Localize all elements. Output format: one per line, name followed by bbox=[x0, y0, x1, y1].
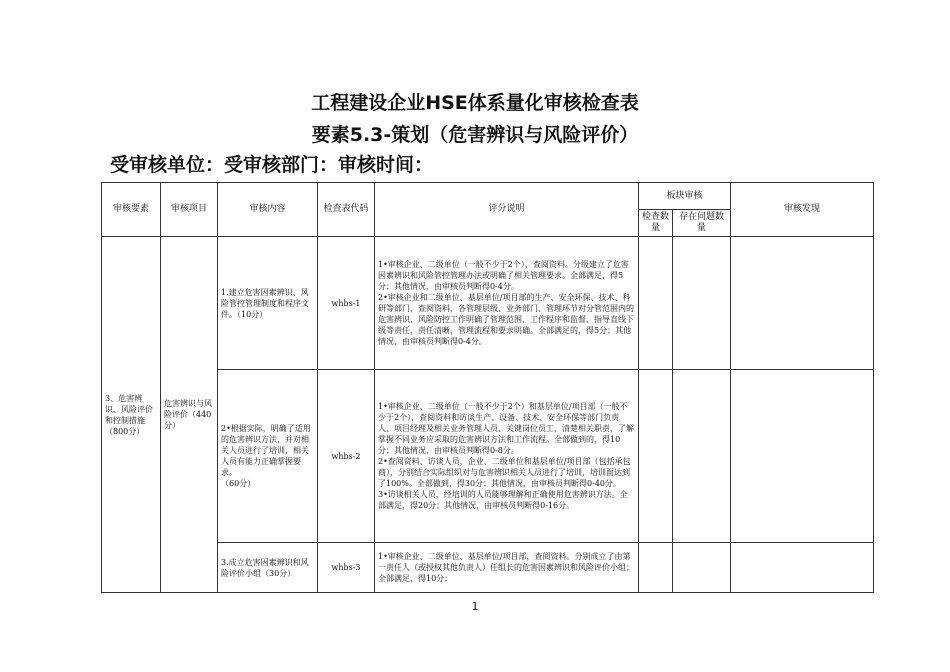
findings-cell[interactable] bbox=[731, 237, 874, 370]
header-element: 审核要素 bbox=[102, 183, 161, 237]
content-cell: 1.建立危害因素辨识、风险管控管理制度和程序文件。（10分） bbox=[218, 237, 318, 370]
table-row bbox=[102, 543, 874, 593]
code-cell: whbs-1 bbox=[318, 237, 375, 370]
table-header-row bbox=[102, 183, 874, 210]
header-content: 审核内容 bbox=[218, 183, 318, 237]
audit-checklist-table bbox=[101, 182, 874, 593]
issue-count-cell[interactable] bbox=[673, 370, 731, 543]
content-cell: 3.成立危害因素辨识和风险评价小组（30分） bbox=[218, 543, 318, 593]
page-number: 1 bbox=[471, 600, 479, 613]
check-count-cell[interactable] bbox=[639, 237, 673, 370]
item-cell: 危害辨识与风险评价（440分） bbox=[161, 237, 218, 593]
findings-cell[interactable] bbox=[731, 543, 874, 593]
issue-count-cell[interactable] bbox=[673, 543, 731, 593]
header-issue-count: 存在问题数量 bbox=[673, 210, 731, 237]
header-findings: 审核发现 bbox=[731, 183, 874, 237]
header-code: 检查表代码 bbox=[318, 183, 375, 237]
issue-count-cell[interactable] bbox=[673, 237, 731, 370]
scoring-cell: 1•审核企业、二级单位（一般不少于2个）和基层单位/项目部（一般不少于2个），查阅资料和访谈生产、设备、技术、安全环保等部门负责人、项目经理及相关业务管理人员、关键岗位员工，清楚相关职责，了解掌握不同业务应采取的危害辨识方法和工作流程。全部做到的，得10分；其他情况，由审核员判断得0-8分。 2•查阅资料、访谈人员，企业、二级单位和基层单位/项目部（包括承包商），分别结合实际组织对与危害辨识相关人员进行了培训，培训面达到了100%。全部做到，得30分；其他情况，由审核员判断得0-40分。 3•访谈相关人员，经培训的人员能够理解和正确使用危害辨识方法。全部满足，得20分；其他情况，由审核员判断得0-16分。 bbox=[375, 370, 639, 543]
findings-cell[interactable] bbox=[731, 370, 874, 543]
document-title: 工程建设企业HSE体系量化审核检查表 bbox=[311, 92, 639, 114]
check-count-cell[interactable] bbox=[639, 543, 673, 593]
document-subtitle: 要素5.3-策划（危害辨识与风险评价） bbox=[311, 124, 639, 146]
table-row bbox=[102, 237, 874, 370]
scoring-cell: 1•审核企业、二级单位（一般不少于2个），查阅资料。分级建立了危害因素辨识和风险管控管理办法或明确了相关管理要求。全部满足，得5分；其他情况，由审核员判断得0-4分。 2•审核企业和二级单位、基层单位/项目部的生产、安全环保、技术、科研等部门，查阅资料，各管理层级、业务部门、管理环节对分管范围内的危害辨识、风险防控工作明确了管理范围、工作程序和监督、指导直线下级等责任，责任清晰，管理流程和要求明确。全部满足的，得5分；其他情况，由审核员判断得0-4分。 bbox=[375, 237, 639, 370]
header-block-review: 板块审核 bbox=[639, 183, 731, 210]
header-item: 审核项目 bbox=[161, 183, 218, 237]
code-cell: whbs-2 bbox=[318, 370, 375, 543]
table-row bbox=[102, 370, 874, 543]
check-count-cell[interactable] bbox=[639, 370, 673, 543]
scoring-cell: 1•审核企业、二级单位、基层单位/项目部，查阅资料。分别成立了由第一责任人（或授权其他负责人）任组长的危害因素辨识和风险评价小组；全部满足，得10分； bbox=[375, 543, 639, 593]
header-check-count: 检查数量 bbox=[639, 210, 673, 237]
code-cell: whbs-3 bbox=[318, 543, 375, 593]
header-scoring: 评分说明 bbox=[375, 183, 639, 237]
content-cell: 2•根据实际，明确了适用的危害辨识方法，并对相关人员进行了培训，相关人员有能力正确掌握要求。 （60分） bbox=[218, 370, 318, 543]
element-cell: 3、危害辨识、风险评价和控制措施（800分） bbox=[102, 237, 161, 593]
audit-info-line: 受审核单位：受审核部门：审核时间： bbox=[110, 154, 434, 176]
